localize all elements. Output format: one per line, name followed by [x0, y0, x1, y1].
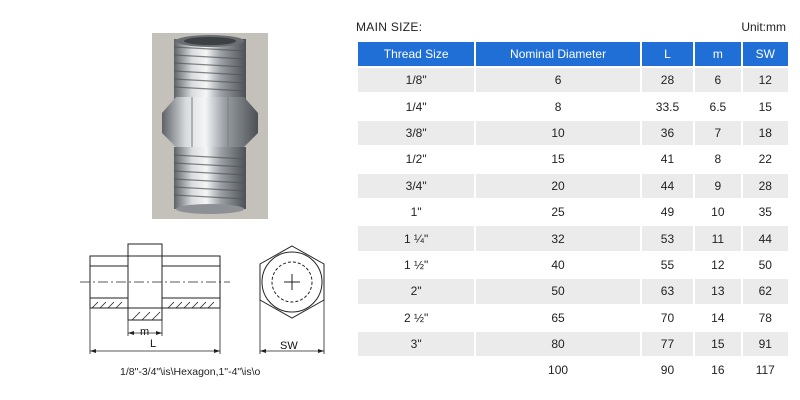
table-cell: 20 — [476, 174, 640, 198]
table-cell: 40 — [476, 253, 640, 277]
table-row — [358, 279, 788, 303]
table-cell: 9 — [695, 174, 740, 198]
table-row — [358, 332, 788, 356]
table-row — [358, 306, 788, 330]
table-cell: 1" — [358, 200, 474, 224]
table-cell: 80 — [476, 332, 640, 356]
table-cell: 63 — [642, 279, 693, 303]
table-cell: 1/4" — [358, 94, 474, 118]
table-cell: 6 — [476, 68, 640, 92]
table-cell: 10 — [695, 200, 740, 224]
table-row — [358, 200, 788, 224]
table-cell: 53 — [642, 226, 693, 250]
table-cell: 1/2" — [358, 147, 474, 171]
table-cell: 8 — [695, 147, 740, 171]
size-table — [356, 40, 790, 385]
table-cell: 1 ½" — [358, 253, 474, 277]
table-row — [358, 147, 788, 171]
table-cell: 41 — [642, 147, 693, 171]
table-cell: 2" — [358, 279, 474, 303]
table-row — [358, 68, 788, 92]
table-cell: 12 — [743, 68, 788, 92]
table-cell: 3" — [358, 332, 474, 356]
table-cell: 2 ½" — [358, 306, 474, 330]
table-cell: 78 — [743, 306, 788, 330]
table-cell: 13 — [695, 279, 740, 303]
table-cell: 3/8" — [358, 121, 474, 145]
main-size-title: MAIN SIZE: — [356, 20, 423, 34]
table-cell: 36 — [642, 121, 693, 145]
table-cell: 1/8" — [358, 68, 474, 92]
table-cell: 90 — [642, 358, 693, 382]
size-header — [356, 20, 790, 38]
table-cell: 32 — [476, 226, 640, 250]
table-cell: 18 — [743, 121, 788, 145]
technical-drawing — [70, 236, 350, 366]
table-cell: 14 — [695, 306, 740, 330]
col-sw: SW — [743, 42, 788, 66]
col-nominal-diameter: Nominal Diameter — [476, 42, 640, 66]
table-cell: 28 — [743, 174, 788, 198]
hex-nipple-photo-illustration — [152, 33, 268, 219]
table-cell: 15 — [743, 94, 788, 118]
table-cell: 1 ¼" — [358, 226, 474, 250]
table-cell: 100 — [476, 358, 640, 382]
table-cell: 117 — [743, 358, 788, 382]
unit-label: Unit:mm — [741, 20, 786, 34]
table-cell: 6 — [695, 68, 740, 92]
table-row — [358, 226, 788, 250]
table-row — [358, 358, 788, 382]
table-cell: 12 — [695, 253, 740, 277]
table-cell: 91 — [743, 332, 788, 356]
table-cell: 16 — [695, 358, 740, 382]
table-cell: 25 — [476, 200, 640, 224]
table-cell: 49 — [642, 200, 693, 224]
table-cell: 11 — [695, 226, 740, 250]
table-row — [358, 121, 788, 145]
table-cell: 8 — [476, 94, 640, 118]
drawing-caption: 1/8"-3/4"\is\Hexagon,1"-4"\is\o — [120, 366, 261, 378]
dim-sw-label: SW — [280, 340, 298, 352]
table-row — [358, 174, 788, 198]
table-cell: 50 — [743, 253, 788, 277]
product-photo — [152, 33, 268, 219]
table-cell: 15 — [695, 332, 740, 356]
dim-l-label: L — [150, 338, 157, 350]
drawing-lines — [70, 236, 350, 366]
table-cell: 3/4" — [358, 174, 474, 198]
table-cell: 70 — [642, 306, 693, 330]
table-cell: 28 — [642, 68, 693, 92]
table-cell: 62 — [743, 279, 788, 303]
col-thread-size: Thread Size — [358, 42, 474, 66]
table-cell: 65 — [476, 306, 640, 330]
col-m: m — [695, 42, 740, 66]
table-cell — [358, 358, 474, 382]
table-body — [358, 68, 788, 383]
table-cell: 22 — [743, 147, 788, 171]
table-cell: 15 — [476, 147, 640, 171]
dim-m-label: m — [140, 326, 150, 338]
table-row — [358, 94, 788, 118]
table-row — [358, 253, 788, 277]
table-cell: 50 — [476, 279, 640, 303]
table-cell: 6.5 — [695, 94, 740, 118]
table-cell: 44 — [642, 174, 693, 198]
col-l: L — [642, 42, 693, 66]
table-cell: 35 — [743, 200, 788, 224]
table-header-row — [358, 42, 788, 66]
table-cell: 55 — [642, 253, 693, 277]
table-cell: 77 — [642, 332, 693, 356]
table-cell: 33.5 — [642, 94, 693, 118]
table-cell: 7 — [695, 121, 740, 145]
table-cell: 44 — [743, 226, 788, 250]
table-cell: 10 — [476, 121, 640, 145]
